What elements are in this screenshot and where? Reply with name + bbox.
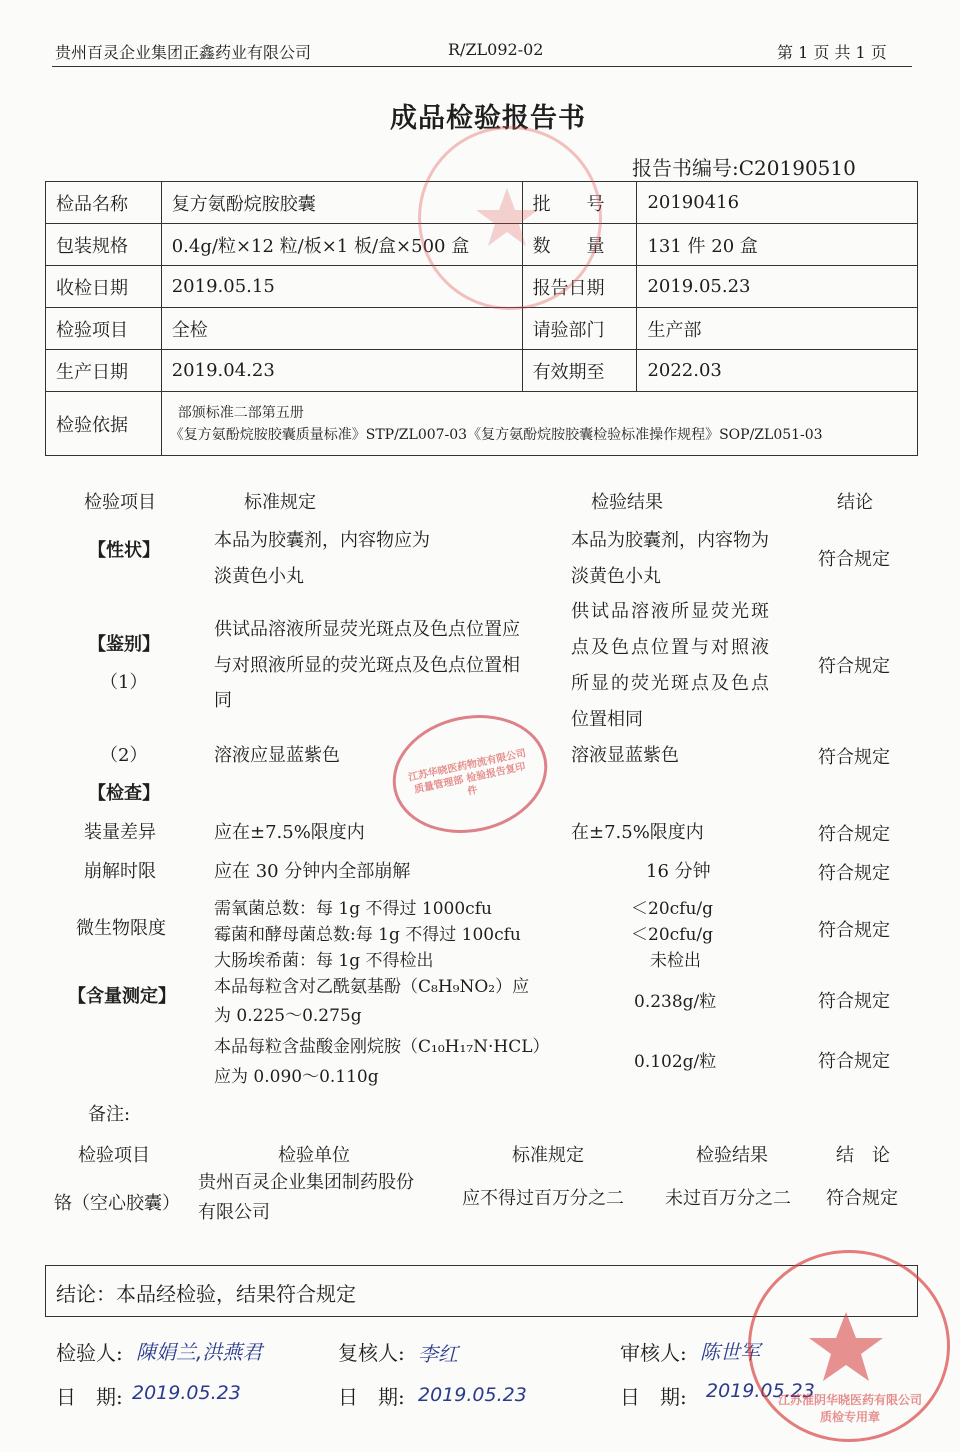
approver-date: 2019.05.23	[706, 1380, 815, 1402]
microbial-result-2: ＜20cfu/g	[631, 925, 714, 945]
receive-date-value: 2019.05.15	[161, 266, 522, 308]
identification2-result: 溶液显蓝紫色	[571, 745, 679, 766]
package-spec-label: 包装规格	[46, 224, 162, 266]
col-header-item: 检验项目	[84, 492, 156, 513]
reviewer-signature: 李红	[418, 1342, 458, 1366]
microbial-standard-3: 大肠埃希菌：每 1g 不得检出	[214, 951, 434, 971]
identification-sub-2: （2）	[100, 745, 148, 766]
microbial-result-3: 未检出	[650, 951, 701, 971]
page-number: 第 1 页 共 1 页	[777, 43, 887, 62]
basis-line-2: 《复方氨酚烷胺胶囊质量标准》STP/ZL007-03《复方氨酚烷胺胶囊检验标准操作规程》SOP/ZL051-03	[169, 426, 823, 443]
identification-result-1: 供试品溶液所显荧光斑	[571, 601, 771, 622]
identification-result-4: 位置相同	[571, 709, 643, 730]
report-date-value: 2019.05.23	[637, 266, 918, 308]
document-code: R/ZL092-02	[448, 40, 544, 59]
quality-check-stamp	[748, 1250, 950, 1442]
expiry-value: 2022.03	[637, 350, 918, 392]
inspector-date: 2019.05.23	[132, 1382, 241, 1404]
remarks-unit-1: 贵州百灵企业集团制药股份	[198, 1172, 414, 1193]
appearance-standard-1: 本品为胶囊剂，内容物应为	[214, 530, 430, 551]
reviewer-date: 2019.05.23	[418, 1384, 527, 1406]
quality-check-stamp-text: 江苏淮阴华晓医药有限公司 质检专用章	[777, 1393, 922, 1424]
assay-standard-2a: 本品每粒含盐酸金刚烷胺（C₁₀H₁₇N·HCL）	[214, 1037, 550, 1057]
batch-label: 批 号	[522, 182, 637, 224]
approver-label: 审核人:	[620, 1341, 687, 1365]
company-name: 贵州百灵企业集团正鑫药业有限公司	[55, 43, 312, 62]
remarks-header-result: 检验结果	[696, 1145, 768, 1166]
weight-variation-label: 装量差异	[84, 822, 156, 843]
identification2-standard: 溶液应显蓝紫色	[214, 745, 340, 766]
assay-conclusion-2: 符合规定	[818, 1051, 890, 1072]
identification2-conclusion: 符合规定	[818, 747, 890, 768]
identification-conclusion: 符合规定	[818, 656, 890, 677]
remarks-header-conclusion: 结 论	[836, 1145, 890, 1166]
table-row	[46, 392, 918, 456]
report-number: 报告书编号:C20190510	[632, 156, 856, 180]
header-divider	[52, 66, 912, 67]
assay-conclusion-1: 符合规定	[818, 991, 890, 1012]
disintegration-label: 崩解时限	[84, 861, 156, 882]
remarks-header-standard: 标准规定	[512, 1145, 584, 1166]
distributor-copy-stamp	[382, 701, 559, 847]
disintegration-standard: 应在 30 分钟内全部崩解	[214, 861, 411, 882]
assay-label: 【含量测定】	[68, 986, 176, 1007]
receive-date-label: 收检日期	[46, 266, 162, 308]
inspection-item-label: 检验项目	[46, 308, 162, 350]
remarks-result: 未过百万分之二	[665, 1188, 791, 1209]
date-label-1: 日 期:	[56, 1385, 123, 1409]
quantity-value: 131 件 20 盒	[637, 224, 918, 266]
product-name-label: 检品名称	[46, 182, 162, 224]
microbial-standard-2: 霉菌和酵母菌总数:每 1g 不得过 100cfu	[214, 925, 521, 945]
table-row	[46, 350, 918, 392]
disintegration-conclusion: 符合规定	[818, 863, 890, 884]
identification-standard-1: 供试品溶液所显荧光斑点及色点位置应	[214, 619, 520, 640]
assay-result-2: 0.102g/粒	[634, 1052, 717, 1072]
request-dept-label: 请验部门	[522, 308, 637, 350]
table-row	[46, 308, 918, 350]
remarks-header-unit: 检验单位	[278, 1145, 350, 1166]
assay-standard-1a: 本品每粒含对乙酰氨基酚（C₈H₉NO₂）应	[214, 977, 530, 997]
appearance-result-2: 淡黄色小丸	[571, 566, 661, 587]
reviewer-label: 复核人:	[338, 1341, 405, 1365]
basis-line-1: 部颁标准二部第五册	[177, 404, 304, 421]
remarks-conclusion: 符合规定	[826, 1188, 898, 1209]
report-date-label: 报告日期	[522, 266, 637, 308]
weight-variation-result: 在±7.5%限度内	[571, 822, 704, 843]
company-seal-stamp	[418, 126, 602, 310]
identification-result-2: 点及色点位置与对照液	[571, 637, 771, 658]
appearance-result-1: 本品为胶囊剂，内容物为	[571, 530, 769, 551]
inspection-item-value: 全检	[161, 308, 522, 350]
assay-standard-1b: 为 0.225～0.275g	[214, 1006, 362, 1026]
remarks-item: 铬（空心胶囊）	[54, 1193, 180, 1214]
production-date-value: 2019.04.23	[161, 350, 522, 392]
date-label-2: 日 期:	[338, 1385, 405, 1409]
weight-variation-standard: 应在±7.5%限度内	[214, 822, 365, 843]
remarks-label: 备注:	[88, 1104, 131, 1125]
col-header-result: 检验结果	[591, 492, 663, 513]
appearance-standard-2: 淡黄色小丸	[214, 566, 304, 587]
identification-sub-1: （1）	[100, 672, 148, 693]
expiry-label: 有效期至	[522, 350, 637, 392]
check-label: 【检查】	[88, 783, 160, 804]
quantity-label: 数 量	[522, 224, 637, 266]
col-header-conclusion: 结论	[837, 492, 873, 513]
date-label-3: 日 期:	[620, 1385, 687, 1409]
identification-standard-2: 与对照液所显的荧光斑点及色点位置相	[214, 655, 520, 676]
appearance-conclusion: 符合规定	[818, 549, 890, 570]
approver-signature: 陈世军	[700, 1340, 760, 1364]
assay-result-1: 0.238g/粒	[634, 992, 717, 1012]
identification-label: 【鉴别】	[88, 634, 160, 655]
remarks-standard: 应不得过百万分之二	[462, 1188, 624, 1209]
distributor-copy-stamp-text: 江苏华晓医药物流有限公司 质量管理部 检验报告复印件	[407, 748, 528, 798]
weight-variation-conclusion: 符合规定	[818, 824, 890, 845]
request-dept-value: 生产部	[637, 308, 918, 350]
production-date-label: 生产日期	[46, 350, 162, 392]
microbial-label: 微生物限度	[76, 918, 166, 939]
remarks-unit-2: 有限公司	[198, 1202, 270, 1223]
basis-value	[161, 392, 917, 456]
batch-value: 20190416	[637, 182, 918, 224]
microbial-standard-1: 需氧菌总数：每 1g 不得过 1000cfu	[214, 899, 492, 919]
remarks-header-item: 检验项目	[78, 1145, 150, 1166]
appearance-label: 【性状】	[88, 540, 160, 561]
seal-star-icon	[418, 126, 596, 304]
identification-result-3: 所显的荧光斑点及色点	[571, 673, 771, 694]
inspector-label: 检验人:	[56, 1341, 123, 1365]
microbial-result-1: ＜20cfu/g	[631, 899, 714, 919]
product-name-value: 复方氨酚烷胺胶囊	[161, 182, 522, 224]
conclusion-text: 结论：本品经检验，结果符合规定	[56, 1282, 356, 1306]
basis-label: 检验依据	[46, 392, 162, 456]
disintegration-result: 16 分钟	[646, 861, 711, 882]
col-header-standard: 标准规定	[244, 492, 316, 513]
microbial-conclusion: 符合规定	[818, 920, 890, 941]
identification-standard-3: 同	[214, 690, 232, 711]
package-spec-value: 0.4g/粒×12 粒/板×1 板/盒×500 盒	[161, 224, 522, 266]
page-title: 成品检验报告书	[390, 103, 586, 134]
inspector-signature: 陳娟兰,洪燕君	[136, 1340, 263, 1364]
assay-standard-2b: 应为 0.090～0.110g	[214, 1067, 379, 1087]
